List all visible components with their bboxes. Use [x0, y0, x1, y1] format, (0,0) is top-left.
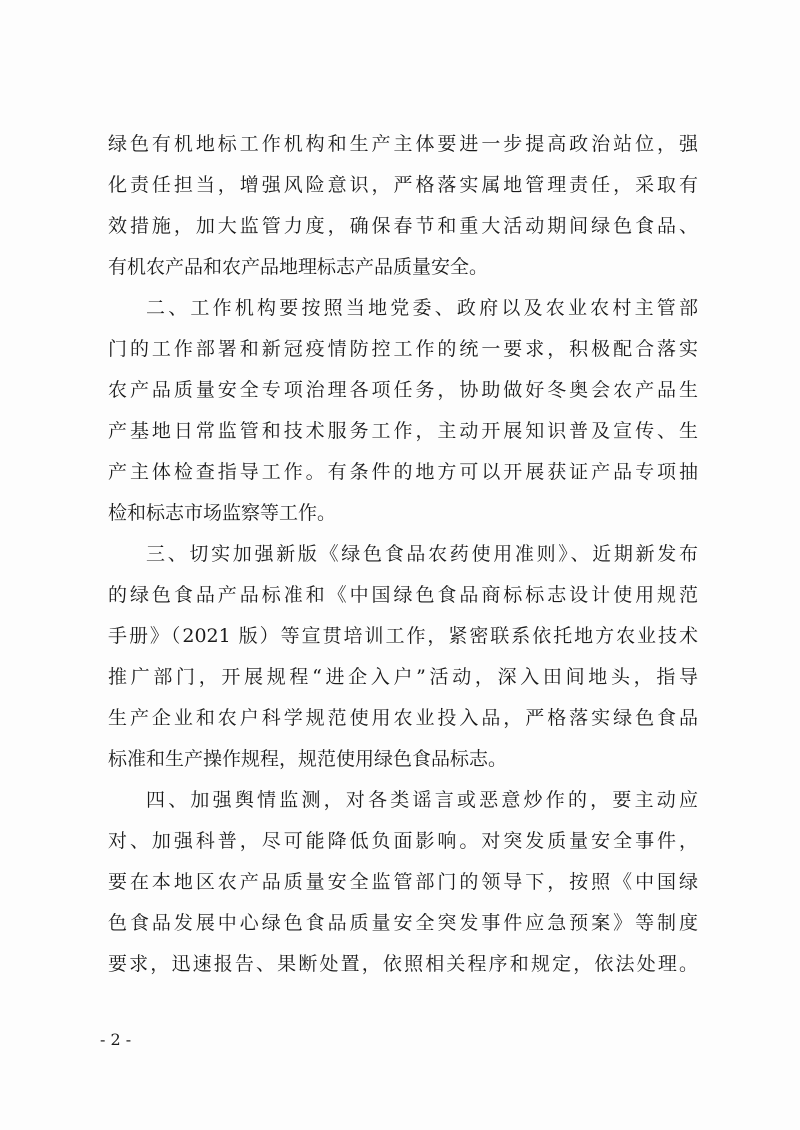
paragraph-4-line-4: 色食品发展中心绿色食品质量安全突发事件应急预案》等制度: [108, 912, 698, 934]
paragraph-4-line-2: 对、加强科普，尽可能降低负面影响。对突发质量安全事件，: [108, 830, 698, 852]
paragraph-2-line-1: 二、工作机构要按照当地党委、政府以及农业农村主管部: [146, 297, 698, 319]
paragraph-1-line-1: 绿色有机地标工作机构和生产主体要进一步提高政治站位，强: [108, 133, 698, 155]
paragraph-2-line-6: 检和标志市场监察等工作。: [108, 502, 337, 524]
paragraph-4-line-1: 四、加强舆情监测，对各类谣言或恶意炒作的，要主动应: [146, 789, 698, 811]
paragraph-3-line-3: 手册》（2021 版）等宣贯培训工作，紧密联系依托地方农业技术: [108, 625, 698, 647]
paragraph-2-line-5: 产主体检查指导工作。有条件的地方可以开展获证产品专项抽: [108, 461, 698, 483]
paragraph-1-line-2: 化责任担当，增强风险意识，严格落实属地管理责任，采取有: [108, 174, 698, 196]
paragraph-1-line-3: 效措施，加大监管力度，确保春节和重大活动期间绿色食品、: [108, 215, 698, 237]
paragraph-1-line-4: 有机农产品和农产品地理标志产品质量安全。: [108, 256, 489, 278]
paragraph-3-line-4: 推广部门，开展规程“进企入户”活动，深入田间地头，指导: [108, 666, 698, 688]
paragraph-2-line-3: 农产品质量安全专项治理各项任务，协助做好冬奥会农产品生: [108, 379, 698, 401]
paragraph-3-line-1: 三、切实加强新版《绿色食品农药使用准则》、近期新发布: [146, 543, 698, 565]
paragraph-4-line-3: 要在本地区农产品质量安全监管部门的领导下，按照《中国绿: [108, 871, 698, 893]
paragraph-3-line-2: 的绿色食品产品标准和《中国绿色食品商标标志设计使用规范: [108, 584, 698, 606]
paragraph-3-line-6: 标准和生产操作规程，规范使用绿色食品标志。: [108, 748, 508, 770]
page-number: - 2 -: [100, 1030, 132, 1049]
paragraph-2-line-2: 门的工作部署和新冠疫情防控工作的统一要求，积极配合落实: [108, 338, 698, 360]
paragraph-3-line-5: 生产企业和农户科学规范使用农业投入品，严格落实绿色食品: [108, 707, 698, 729]
paragraph-2-line-4: 产基地日常监管和技术服务工作，主动开展知识普及宣传、生: [108, 420, 698, 442]
paragraph-4-line-5: 要求，迅速报告、果断处置，依照相关程序和规定，依法处理。: [108, 953, 698, 975]
